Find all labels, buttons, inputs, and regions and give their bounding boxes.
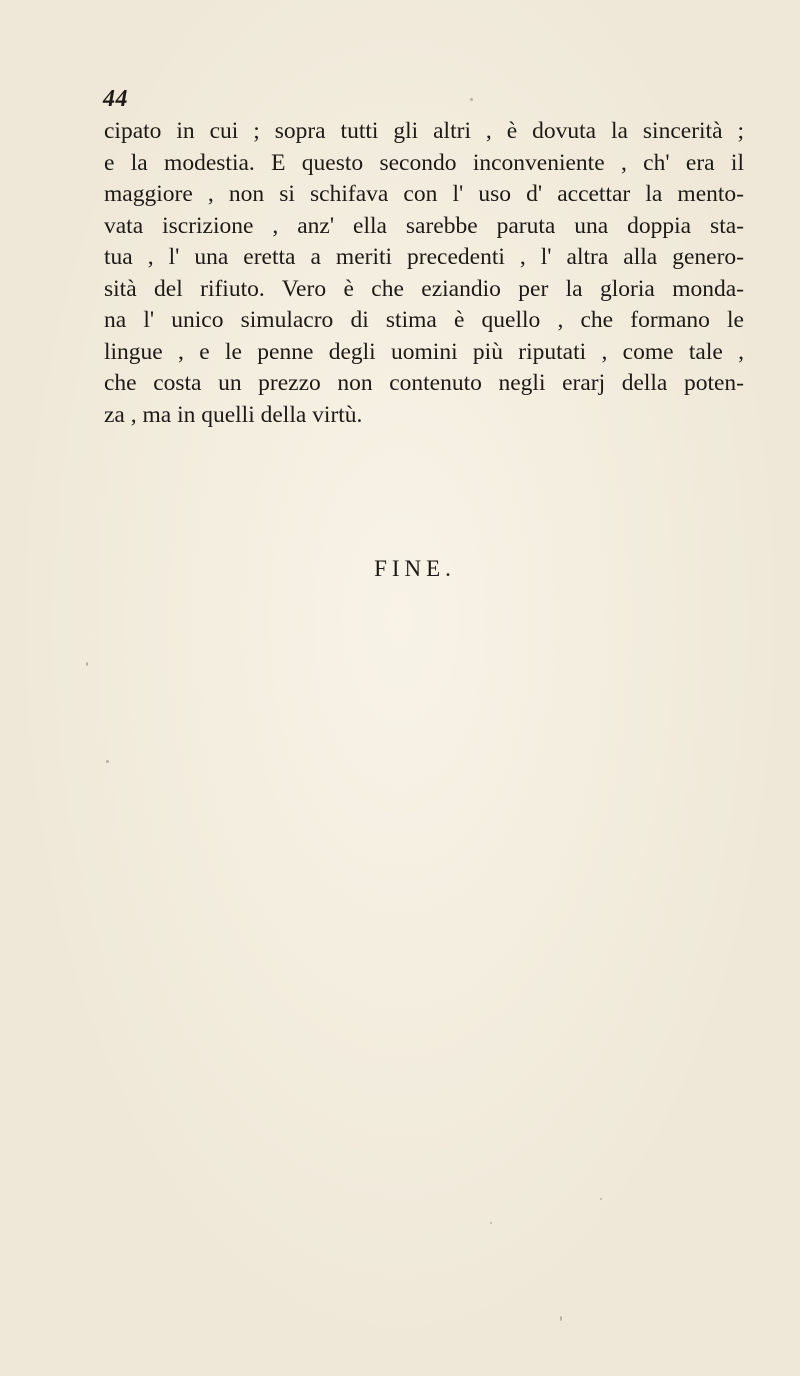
text-line: tua , l' una eretta a meriti precedenti , l' altra alla genero-: [104, 244, 744, 270]
text-line: na l' unico simulacro di stima è quello , che formano le: [104, 307, 744, 333]
text-line: lingue , e le penne degli uomini più riputati , come tale ,: [104, 338, 744, 365]
text-line: cipato in cui ; sopra tutti gli altri , è dovuta la sincerità ;: [104, 118, 744, 144]
paper-speck: [106, 760, 109, 763]
text-line: che costa un prezzo non contenuto negli erarj della poten-: [104, 370, 744, 396]
paper-speck: [560, 1316, 562, 1321]
text-line: sità del rifiuto. Vero è che eziandio per la gloria monda-: [104, 275, 744, 302]
paper-speck: [470, 98, 473, 101]
text-line: za , ma in quelli della virtù.: [104, 401, 363, 428]
paper-speck: [490, 1222, 492, 1224]
paper-speck: [86, 662, 88, 666]
body-text: [104, 116, 744, 431]
text-line: vata iscrizione , anz' ella sarebbe paruta una doppia sta-: [104, 212, 744, 239]
text-line: e la modestia. E questo secondo inconveniente , ch' era il: [104, 149, 744, 176]
text-line: maggiore , non si schifava con l' uso d' accettar la mento-: [104, 181, 744, 207]
page-number: 44: [103, 86, 128, 112]
closing-title: FINE.: [374, 556, 456, 581]
paper-speck: [600, 1198, 602, 1200]
